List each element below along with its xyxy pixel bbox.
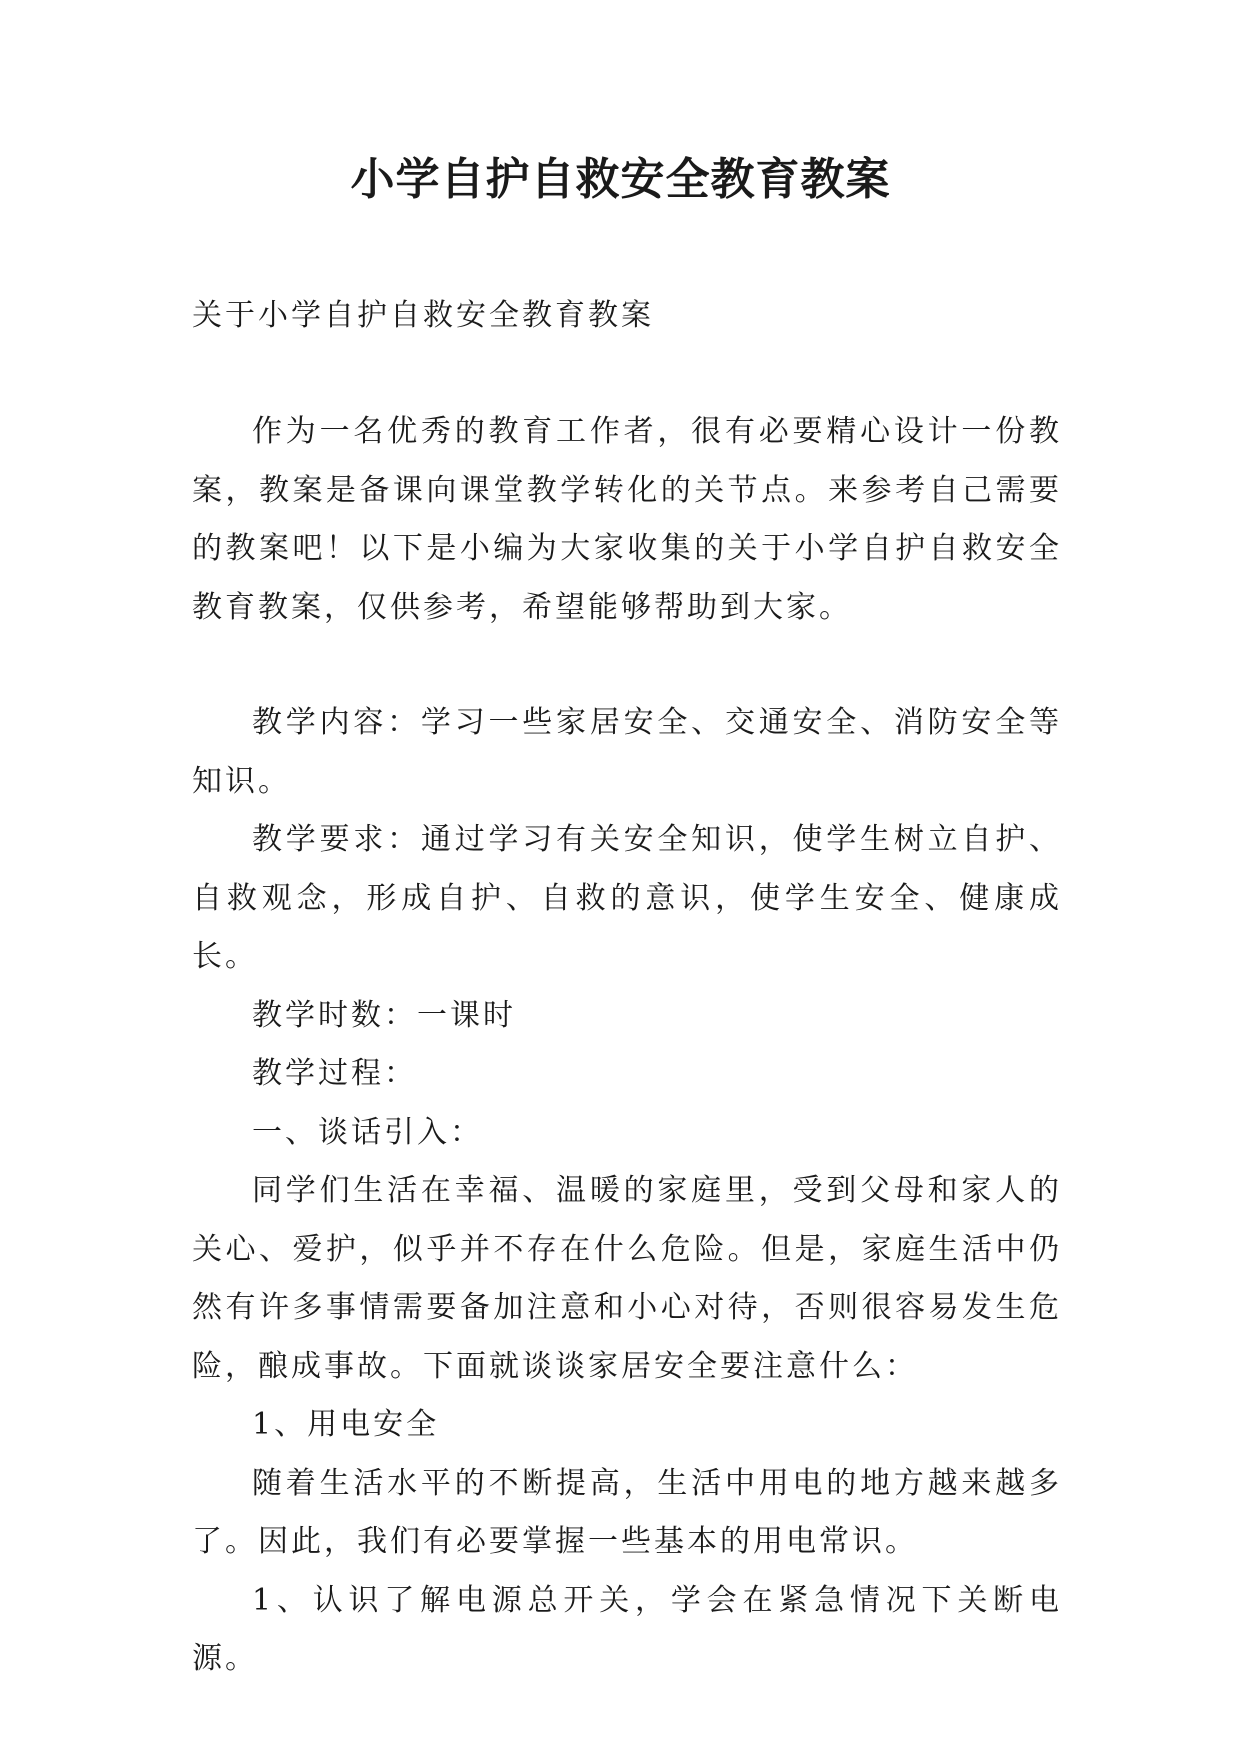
- paragraph-electric-item-1: 1、认识了解电源总开关，学会在紧急情况下关断电源。: [192, 1582, 1062, 1676]
- paragraph-electric-body: 随着生活水平的不断提高，生活中用电的地方越来越多了。因此，我们有必要掌握一些基本的用电常识。: [192, 1465, 1062, 1559]
- paragraph-duration: 教学时数：一课时: [252, 997, 516, 1033]
- intro-section: [192, 403, 1062, 637]
- paragraph-section-heading: 一、谈话引入：: [252, 1114, 483, 1150]
- paragraph-requirements: 教学要求：通过学习有关安全知识，使学生树立自护、自救观念，形成自护、自救的意识，使学生安全、健康成长。: [192, 822, 1062, 974]
- paragraph-electric-heading: 1、用电安全: [252, 1407, 440, 1442]
- paragraph-process: 教学过程：: [252, 1056, 417, 1091]
- intro-paragraph: 作为一名优秀的教育工作者，很有必要精心设计一份教案，教案是备课向课堂教学转化的关节点。来参考自己需要的教案吧！以下是小编为大家收集的关于小学自护自救安全教育教案，仅供参考，希望能够帮助到大家。: [192, 414, 1062, 625]
- document-title: 小学自护自救安全教育教案: [350, 154, 891, 205]
- document-subtitle: 关于小学自护自救安全教育教案: [192, 298, 654, 333]
- paragraph-content: 教学内容：学习一些家居安全、交通安全、消防安全等知识。: [192, 705, 1062, 799]
- lesson-section: [192, 694, 1062, 1689]
- paragraph-intro-talk: 同学们生活在幸福、温暖的家庭里，受到父母和家人的关心、爱护，似乎并不存在什么危险。但是，家庭生活中仍然有许多事情需要备加注意和小心对待，否则很容易发生危险，酿成事故。下面就谈谈家居安全要注意什么：: [192, 1173, 1062, 1384]
